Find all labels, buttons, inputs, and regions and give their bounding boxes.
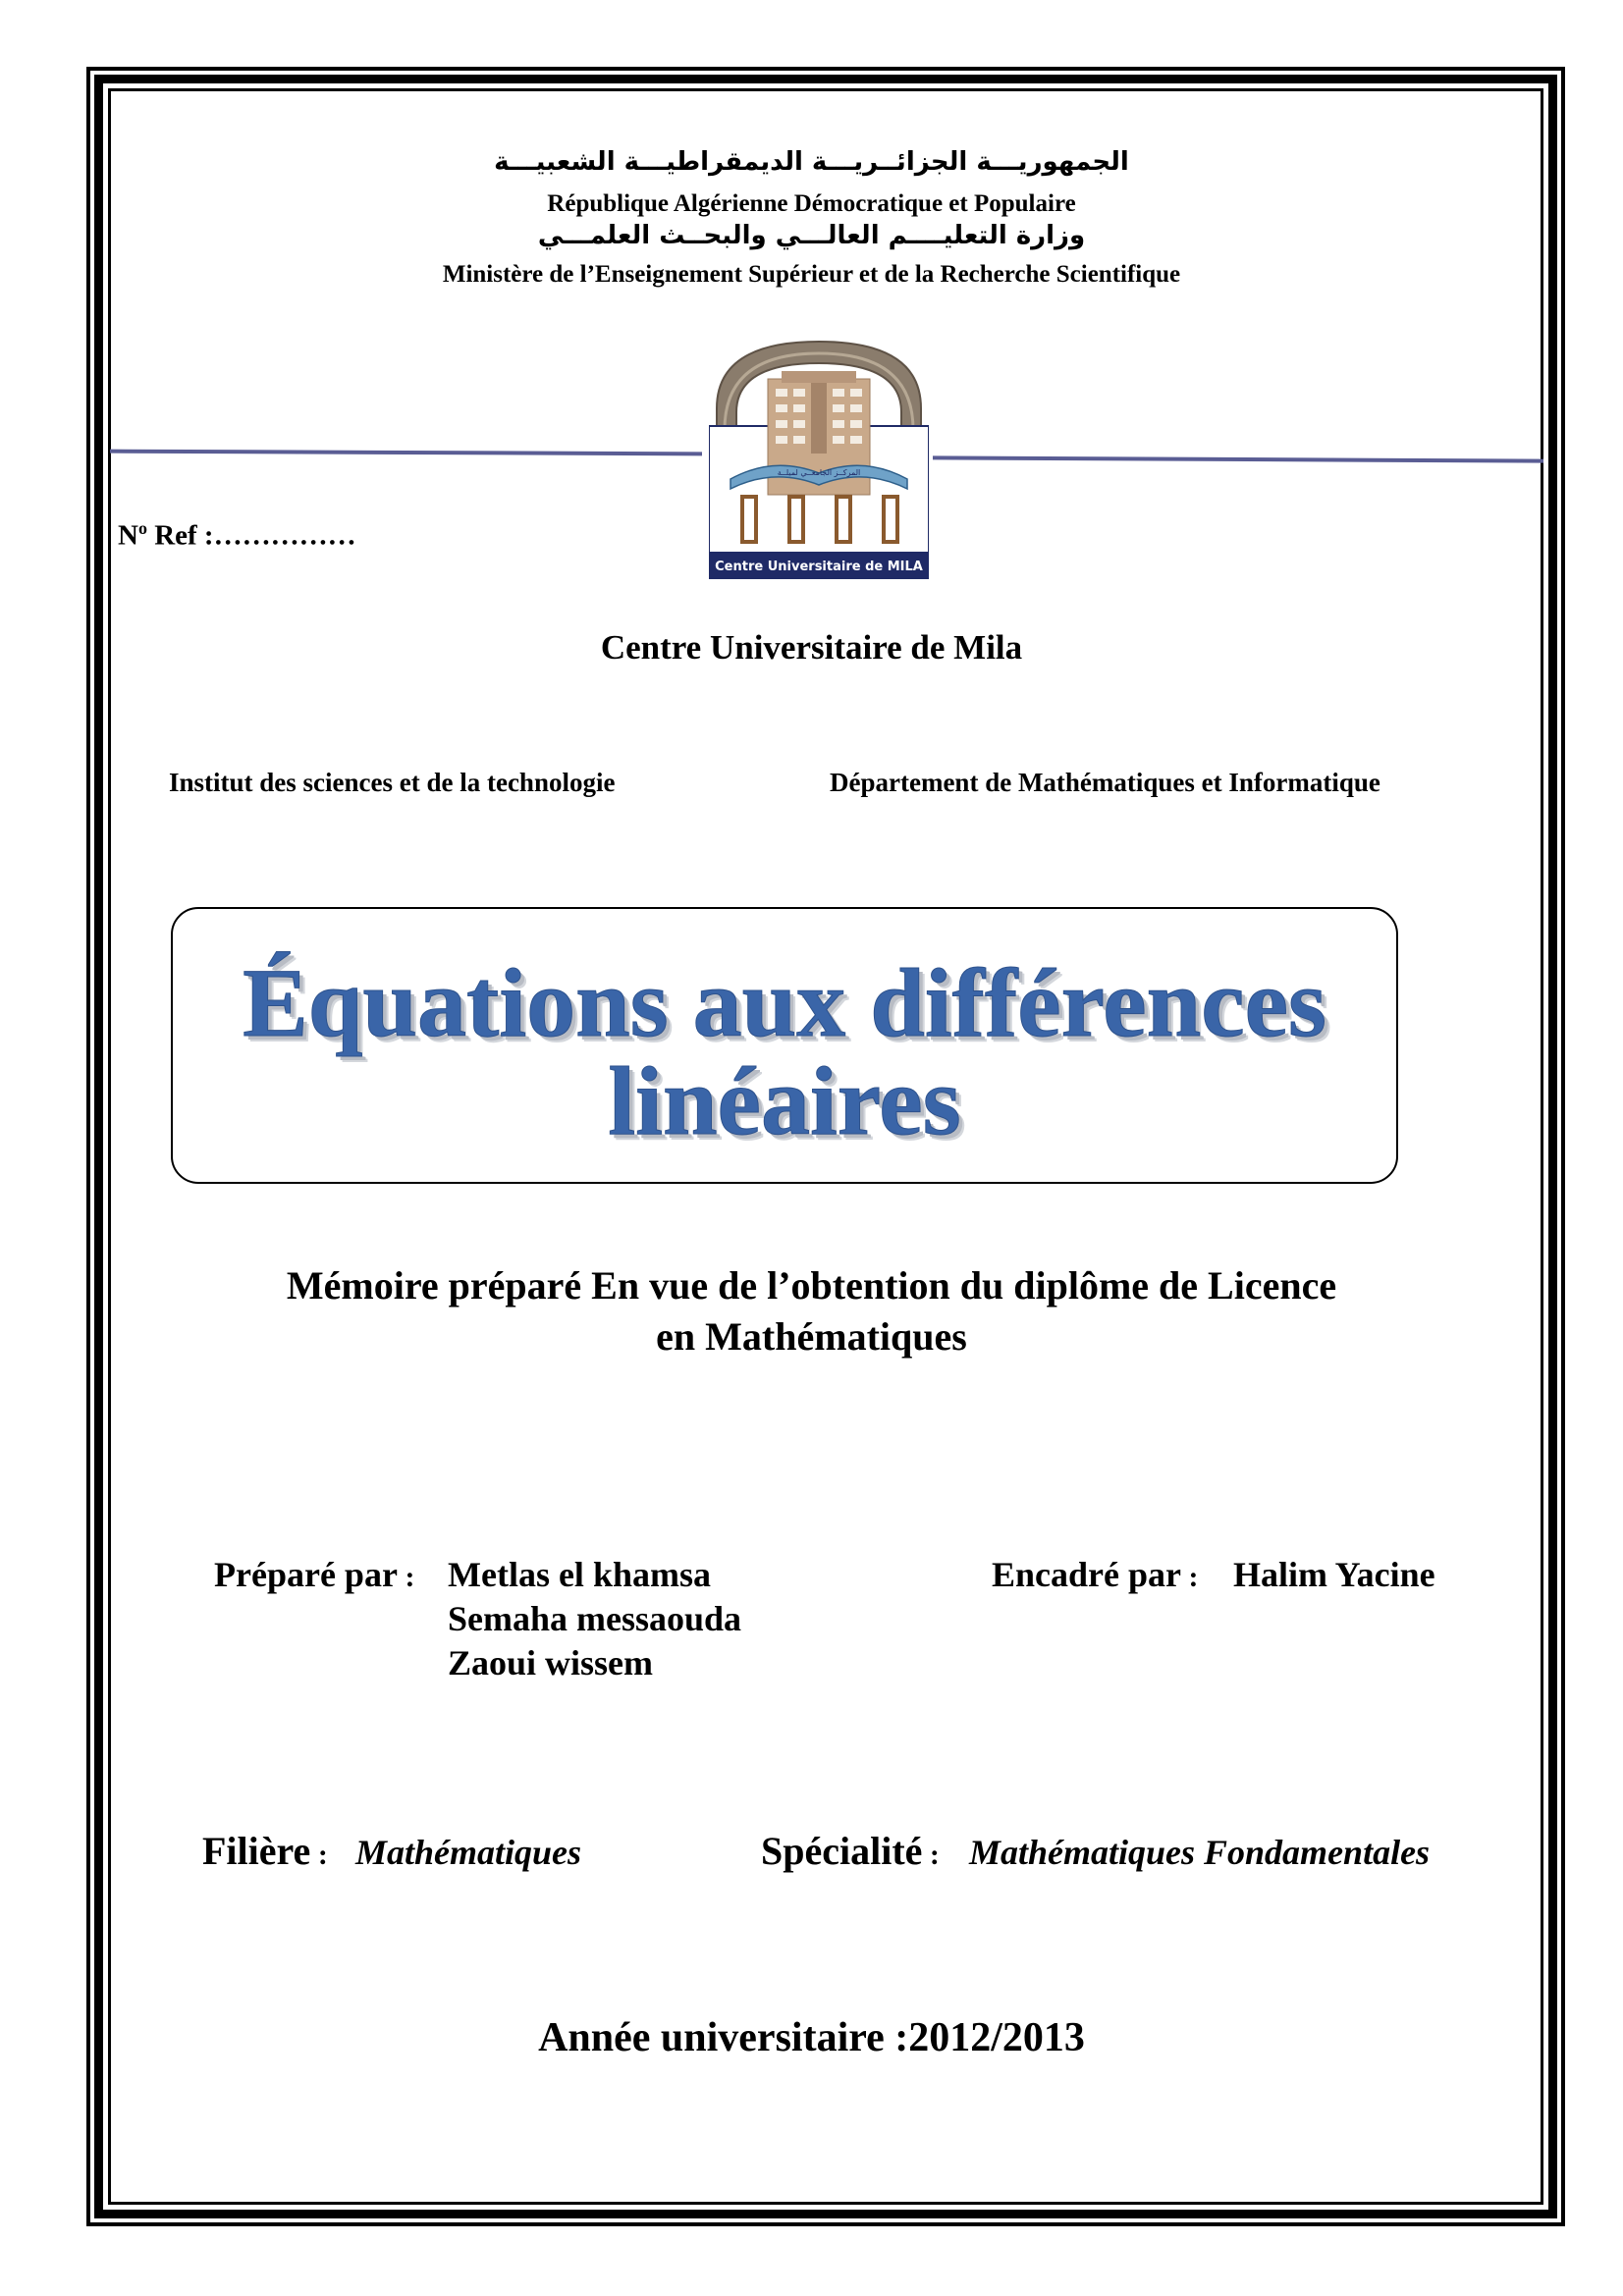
filiere-text: Filière <box>202 1829 311 1873</box>
author-name-2: Semaha messaouda <box>448 1599 742 1638</box>
logo-caption: Centre Universitaire de MILA <box>715 560 923 574</box>
supervised-by-label <box>992 1554 1199 1595</box>
specialite-separator: : <box>922 1839 940 1871</box>
specialite-text: Spécialité <box>761 1829 923 1873</box>
logo-book-text: المركــز الجامعــي لميلــة <box>777 468 861 477</box>
specialite-value: Mathématiques Fondamentales <box>969 1833 1431 1872</box>
ref-sup: o <box>137 518 147 538</box>
title-box <box>171 907 1398 1184</box>
filiere-value: Mathématiques <box>355 1833 582 1872</box>
supervisor-name: Halim Yacine <box>1233 1555 1435 1594</box>
specialite-label <box>761 1828 940 1874</box>
memoire-purpose-line-1: Mémoire préparé En vue de l’obtention du diplôme de Licence <box>286 1263 1337 1308</box>
republic-french: République Algérienne Démocratique et Populaire <box>547 190 1076 217</box>
republic-arabic: الجمهوريـــة الجزائــريـــة الديمقراطيـــة الشعبيـــة <box>494 147 1129 177</box>
author-name-3: Zaoui wissem <box>448 1643 654 1682</box>
ref-suffix: Ref :…………… <box>146 519 356 552</box>
author-name-1: Metlas el khamsa <box>448 1555 711 1594</box>
reference-number <box>118 518 356 553</box>
filiere-label <box>202 1828 328 1874</box>
ministry-arabic: وزارة التعليــــم العالـــي والبحــث العلمـــي <box>537 221 1086 250</box>
prepared-by-label <box>214 1554 414 1595</box>
supervised-by-separator: : <box>1181 1561 1199 1593</box>
supervised-by-text: Encadré par <box>992 1555 1181 1594</box>
academic-year: Année universitaire :2012/2013 <box>538 2015 1085 2060</box>
ref-prefix: N <box>118 519 138 552</box>
prepared-by-separator: : <box>397 1561 415 1593</box>
university-center-name: Centre Universitaire de Mila <box>600 628 1023 667</box>
university-logo <box>709 332 929 579</box>
filiere-separator: : <box>310 1839 328 1871</box>
thesis-title-line-2: linéaires <box>608 1046 961 1155</box>
prepared-by-text: Préparé par <box>214 1555 398 1594</box>
ministry-french: Ministère de l’Enseignement Supérieur et de la Recherche Scientifique <box>442 261 1181 288</box>
institute-name: Institut des sciences et de la technologie <box>169 768 616 797</box>
department-name: Département de Mathématiques et Informatique <box>830 768 1380 797</box>
thesis-title-line-1: Équations aux différences <box>243 948 1326 1057</box>
memoire-purpose-line-2: en Mathématiques <box>656 1314 967 1359</box>
